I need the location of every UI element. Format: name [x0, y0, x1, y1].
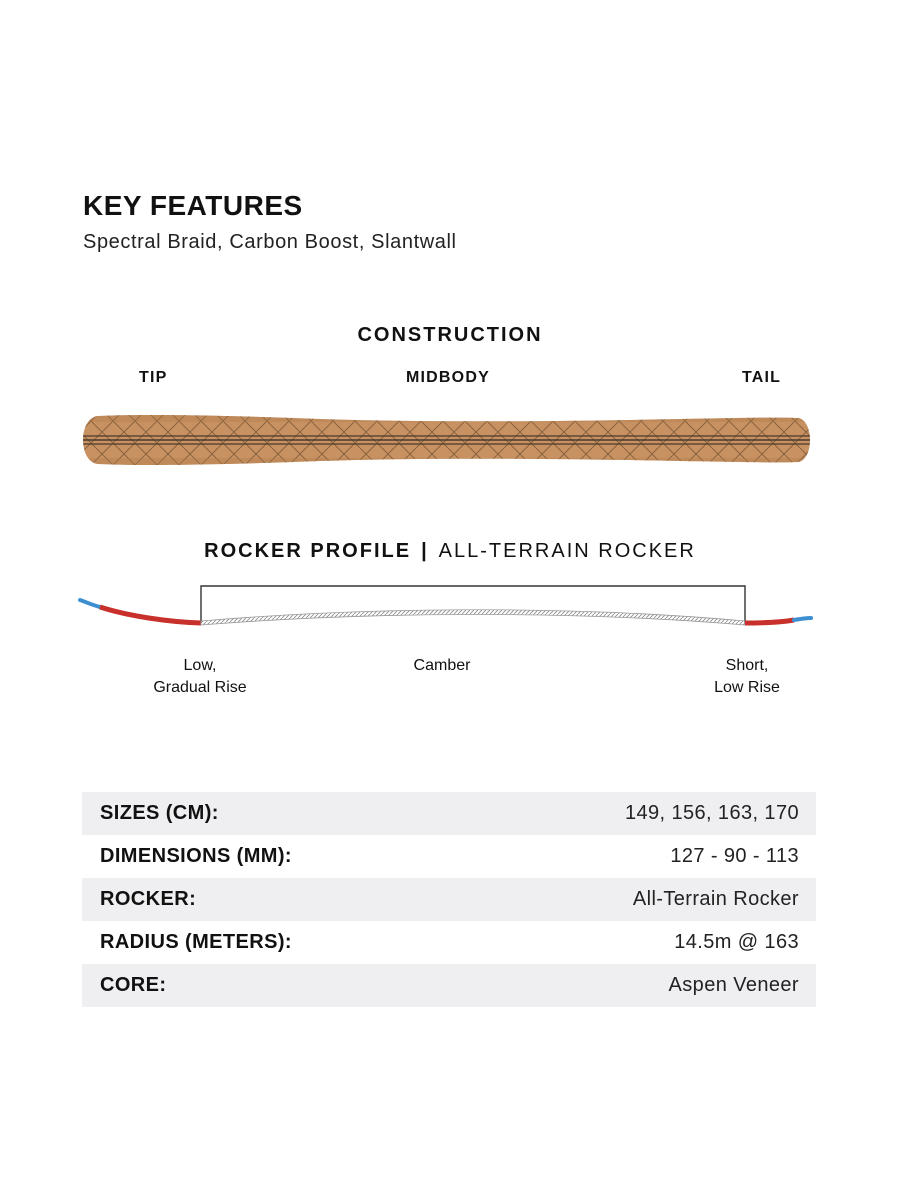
spec-value: 14.5m @ 163	[674, 931, 799, 953]
rocker-profile-type: ALL-TERRAIN ROCKER	[438, 540, 696, 562]
tip-rocker-label	[130, 655, 270, 699]
zone-tail-label: TAIL	[742, 369, 782, 386]
spec-label: SIZES (CM):	[100, 802, 219, 824]
construction-title: CONSTRUCTION	[357, 324, 543, 346]
tail-rocker	[745, 620, 794, 623]
key-features-title: KEY FEATURES	[83, 190, 303, 221]
zone-midbody-label: MIDBODY	[406, 369, 490, 386]
spec-label: CORE:	[100, 974, 167, 996]
camber-label-text: Camber	[413, 657, 471, 674]
tip-rocker	[100, 607, 201, 623]
spec-row-sizes	[82, 792, 816, 835]
spec-value: All-Terrain Rocker	[632, 888, 799, 910]
tail-rocker-label	[677, 655, 817, 699]
spec-label: ROCKER:	[100, 888, 197, 910]
spec-row-dimensions	[82, 835, 816, 878]
spec-value: 149, 156, 163, 170	[624, 802, 799, 824]
rocker-profile-diagram	[78, 578, 818, 638]
spec-label: RADIUS (METERS):	[100, 931, 292, 953]
tip-edge	[80, 600, 100, 607]
specs-table	[82, 792, 816, 1007]
camber-label	[372, 655, 512, 677]
camber-section	[201, 610, 745, 625]
spec-row-core	[82, 964, 816, 1007]
ski-construction-illustration	[80, 410, 816, 470]
tip-label-line2: Gradual Rise	[153, 679, 247, 696]
tip-label-line1: Low,	[183, 657, 217, 674]
zone-tip-label: TIP	[139, 369, 168, 386]
spec-value: Aspen Veneer	[668, 974, 799, 996]
key-features-list: Spectral Braid, Carbon Boost, Slantwall	[83, 231, 457, 253]
tail-label-line2: Low Rise	[714, 679, 780, 696]
spec-label: DIMENSIONS (MM):	[100, 845, 292, 867]
rocker-profile-separator: |	[421, 540, 429, 562]
rocker-profile-heading	[0, 540, 900, 563]
spec-value: 127 - 90 - 113	[670, 845, 799, 867]
spec-row-rocker	[82, 878, 816, 921]
tail-edge	[794, 618, 811, 620]
spec-row-radius	[82, 921, 816, 964]
tail-label-line1: Short,	[725, 657, 769, 674]
rocker-profile-title: ROCKER PROFILE	[204, 540, 412, 562]
